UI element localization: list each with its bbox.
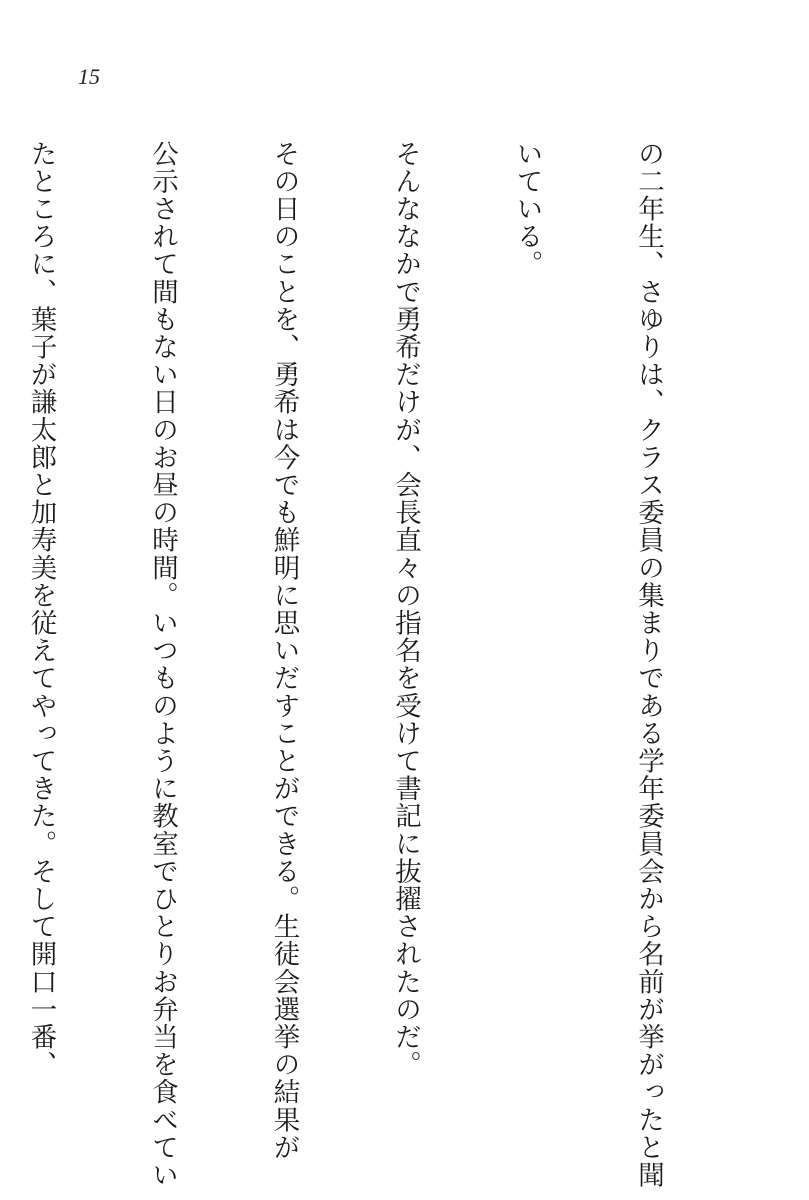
page-number: 15 <box>78 64 100 89</box>
text-line: そんななかで勇希だけが、会長直々の指名を受けて書記に抜擢されたのだ。 <box>390 140 421 1079</box>
body-text <box>0 140 749 1189</box>
text-line: その日のことを、勇希は今でも鮮明に思いだすことができる。生徒会選挙の結果が <box>268 140 300 1162</box>
text-line: の二年生、さゆりは、クラス委員の集まりである学年委員会から名前が挙がったと聞 <box>633 140 664 1189</box>
text-line: 公示されて間もない日のお昼の時間。いつものように教室でひとりお弁当を食べてい <box>147 140 178 1189</box>
text-line: いている。 <box>511 140 543 278</box>
text-line: たところに、葉子が謙太郎と加寿美を従えてやってきた。そして開口一番、 <box>25 140 57 1079</box>
